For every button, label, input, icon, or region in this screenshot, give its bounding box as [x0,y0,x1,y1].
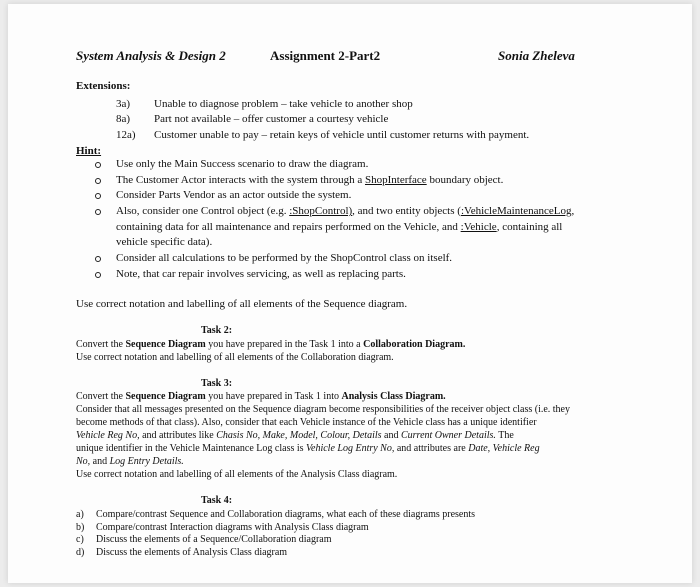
author-name: Sonia Zheleva [498,48,575,63]
bullet-icon [95,162,101,168]
task4-item: Compare/contrast Sequence and Collaboration diagrams, what each of these diagrams presents [96,509,476,520]
task3-line: No, and Log Entry Details. [76,456,184,467]
task3-line: Use correct notation and labelling of all elements of the Analysis Class diagram. [76,469,398,480]
extension-text: Part not available – offer customer a courtesy vehicle [154,113,389,125]
task4-label: d) [76,547,85,558]
task4-item: Discuss the elements of a Sequence/Collaboration diagram [96,534,332,545]
task4-heading: Task 4: [201,495,233,506]
task3-line: Consider that all messages presented on the Sequence diagram become responsibilities of the receiver object class (i.e. they [76,404,570,415]
bullet-icon [95,272,101,278]
hint-item: Consider Parts Vendor as an actor outside the system. [116,189,352,201]
task4-label: a) [76,509,84,520]
document-page [8,4,692,583]
bullet-icon [95,178,101,184]
hint-item-cont: vehicle specific data). [116,236,213,248]
course-title: System Analysis & Design 2 [76,48,226,63]
task4-item: Compare/contrast Interaction diagrams with Analysis Class diagram [96,522,369,533]
task2-line: Convert the Sequence Diagram you have prepared in the Task 1 into a Collaboration Diagram. [76,339,466,350]
sequence-note: Use correct notation and labelling of all elements of the Sequence diagram. [76,298,408,310]
task2-heading: Task 2: [201,325,233,336]
extension-num: 8a) [116,113,131,125]
task3-line: become methods of that class). Also, consider that each Vehicle instance of the Vehicle class has a unique identifier [76,417,537,428]
extension-num: 3a) [116,98,131,110]
hint-item: The Customer Actor interacts with the system through a ShopInterface boundary object. [116,174,504,186]
task3-line: unique identifier in the Vehicle Maintenance Log class is Vehicle Log Entry No, and attributes are Date, Vehicle Reg [76,443,540,454]
task3-line: Vehicle Reg No, and attributes like Chasis No, Make, Model, Colour, Details and Current Owner Details. The [76,430,514,441]
hint-item: Also, consider one Control object (e.g. :ShopControl), and two entity objects (:VehicleMaintenanceLog, [116,205,575,217]
hint-item: Note, that car repair involves servicing, as well as replacing parts. [116,268,406,280]
vehicle-ref: :Vehicle [460,221,497,233]
task4-label: b) [76,522,85,533]
maintenance-log-ref: :VehicleMaintenanceLog [460,205,572,217]
bullet-icon [95,256,101,262]
extension-num: 12a) [116,129,136,141]
assignment-title: Assignment 2-Part2 [270,48,381,63]
hint-item: Use only the Main Success scenario to draw the diagram. [116,158,369,170]
hint-item: Consider all calculations to be performed by the ShopControl class on itself. [116,252,453,264]
shopcontrol-ref: :ShopControl) [289,205,353,217]
extension-text: Unable to diagnose problem – take vehicle to another shop [154,98,413,110]
hint-heading: Hint: [76,145,102,157]
task3-heading: Task 3: [201,378,233,389]
bullet-icon [95,193,101,199]
task3-line: Convert the Sequence Diagram you have prepared in Task 1 into Analysis Class Diagram. [76,391,446,402]
task2-line: Use correct notation and labelling of all elements of the Collaboration diagram. [76,352,394,363]
extension-text: Customer unable to pay – retain keys of vehicle until customer returns with payment. [154,129,530,141]
shopinterface-ref: ShopInterface [364,174,427,186]
task4-item: Discuss the elements of Analysis Class diagram [96,547,288,558]
extensions-heading: Extensions: [76,80,131,92]
hint-item-cont: containing data for all maintenance and repairs performed on the Vehicle, and :Vehicle, containing all [116,221,563,233]
bullet-icon [95,209,101,215]
task4-label: c) [76,534,84,545]
